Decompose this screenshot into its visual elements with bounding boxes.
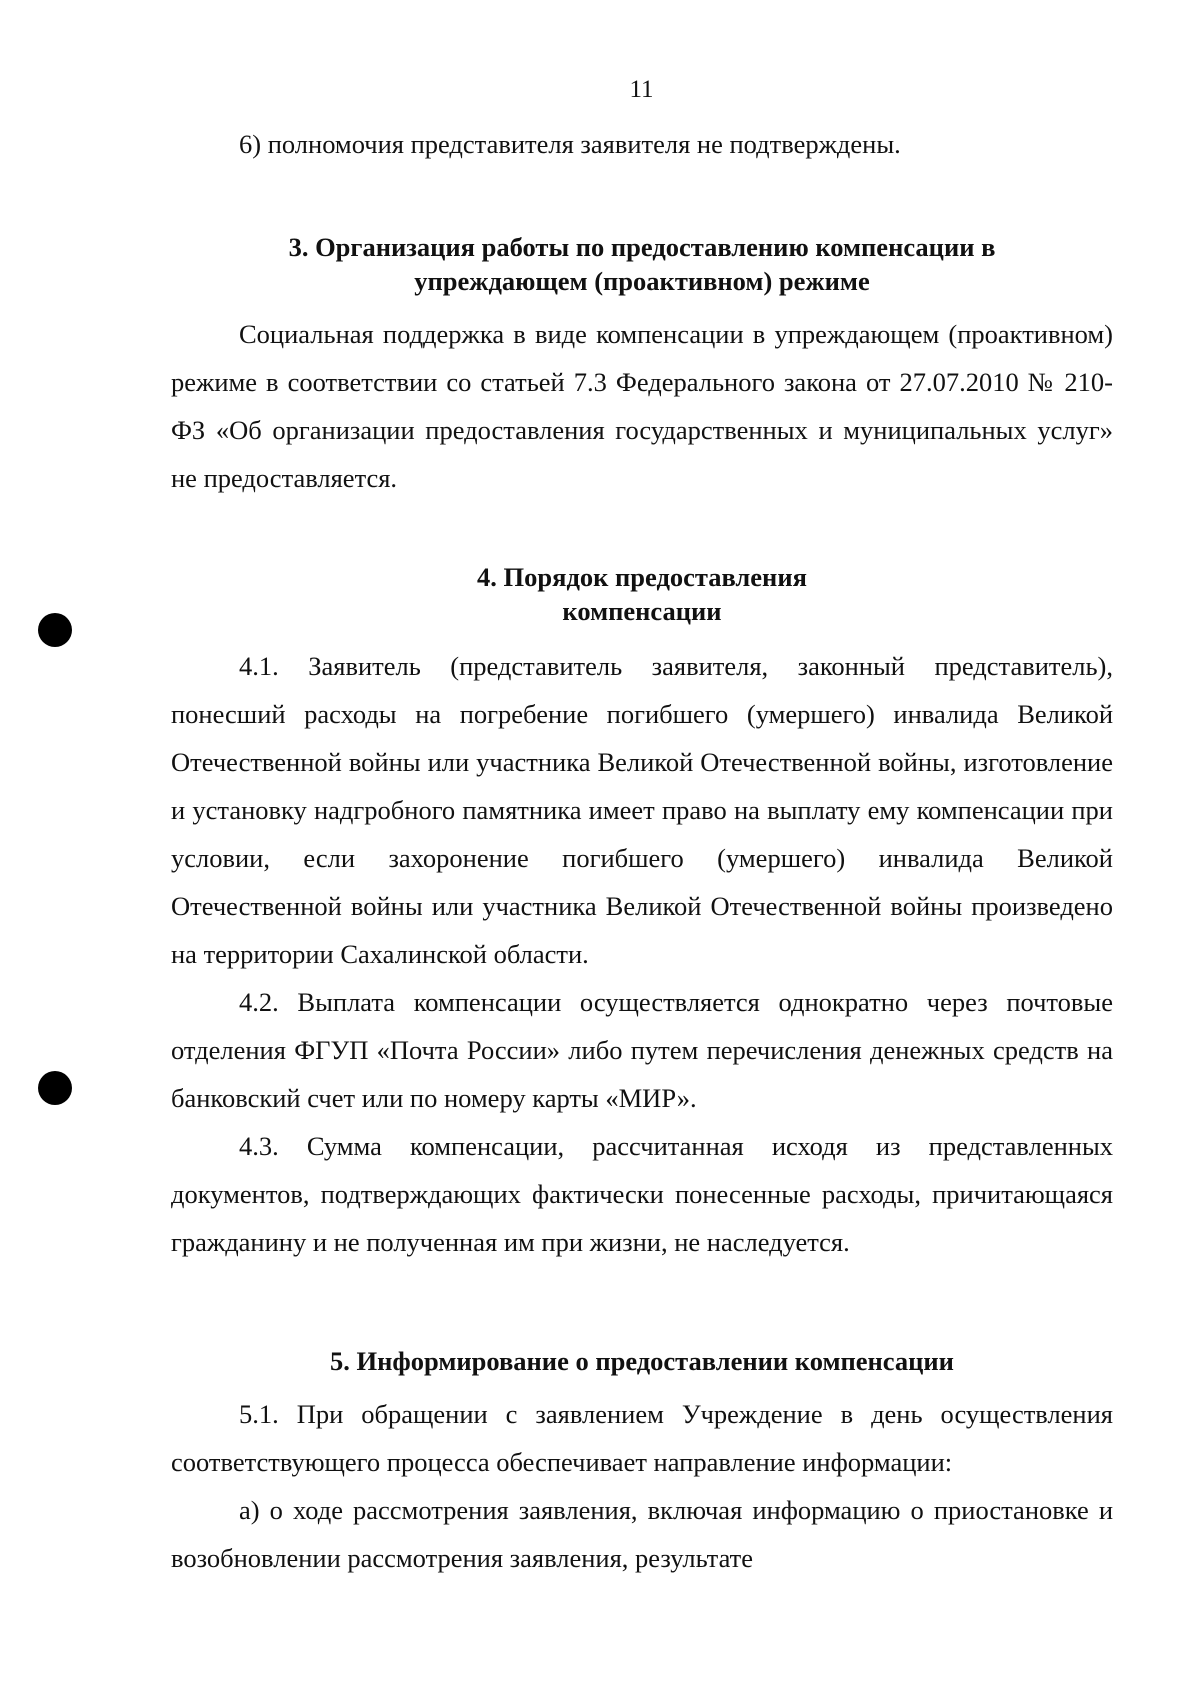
paragraph-4-1: 4.1. Заявитель (представитель заявителя, законный представитель), понесший расходы на погребение погибшего (умершего) инвалида Великой Отечественной войны или участника Великой Отечественной войны, изготовление и установку надгробного памятника имеет право на выплату ему компенсации при условии, если захоронение погибшего (умершего) инвалида Великой Отечественной войны или участника Великой Отечественной войны произведено на территории Сахалинской области. [171,651,1113,969]
section-3-paragraph: Социальная поддержка в виде компенсации в упреждающем (проактивном) режиме в соответствии со статьей 7.3 Федерального закона от 27.07.2010 № 210-ФЗ «Об организации предоставления государственных и муниципальных услуг» не предоставляется. [171,319,1113,493]
paragraph-4-2: 4.2. Выплата компенсации осуществляется однократно через почтовые отделения ФГУП «Почта России» либо путем перечисления денежных средств на банковский счет или по номеру карты «МИР». [171,987,1113,1113]
page-number: 11 [629,76,654,103]
paragraph-5-1-a: а) о ходе рассмотрения заявления, включая информацию о приостановке и возобновлении рассмотрения заявления, результате [171,1495,1113,1573]
section-5-heading [171,1344,1113,1378]
section-3-heading-line-2: упреждающем (проактивном) режиме [414,266,870,296]
section-4-heading-line-2: компенсации [562,596,722,626]
section-3-heading [171,230,1113,298]
section-3-heading-line-1: 3. Организация работы по предоставлению компенсации в [288,232,996,262]
section-4-heading-line-1: 4. Порядок предоставления [477,562,807,592]
section-4-heading [171,560,1113,628]
punch-hole-mark [38,1071,72,1105]
paragraph-5-1: 5.1. При обращении с заявлением Учреждение в день осуществления соответствующего процесса обеспечивает направление информации: [171,1399,1113,1477]
punch-hole-mark [38,613,72,647]
paragraph-4-3: 4.3. Сумма компенсации, рассчитанная исходя из представленных документов, подтверждающих фактически понесенные расходы, причитающаяся гражданину и не полученная им при жизни, не наследуется. [171,1131,1113,1257]
section-5-heading-line: 5. Информирование о предоставлении компенсации [330,1346,954,1376]
document-body [171,120,1113,1582]
list-item-6: 6) полномочия представителя заявителя не подтверждены. [239,129,901,159]
